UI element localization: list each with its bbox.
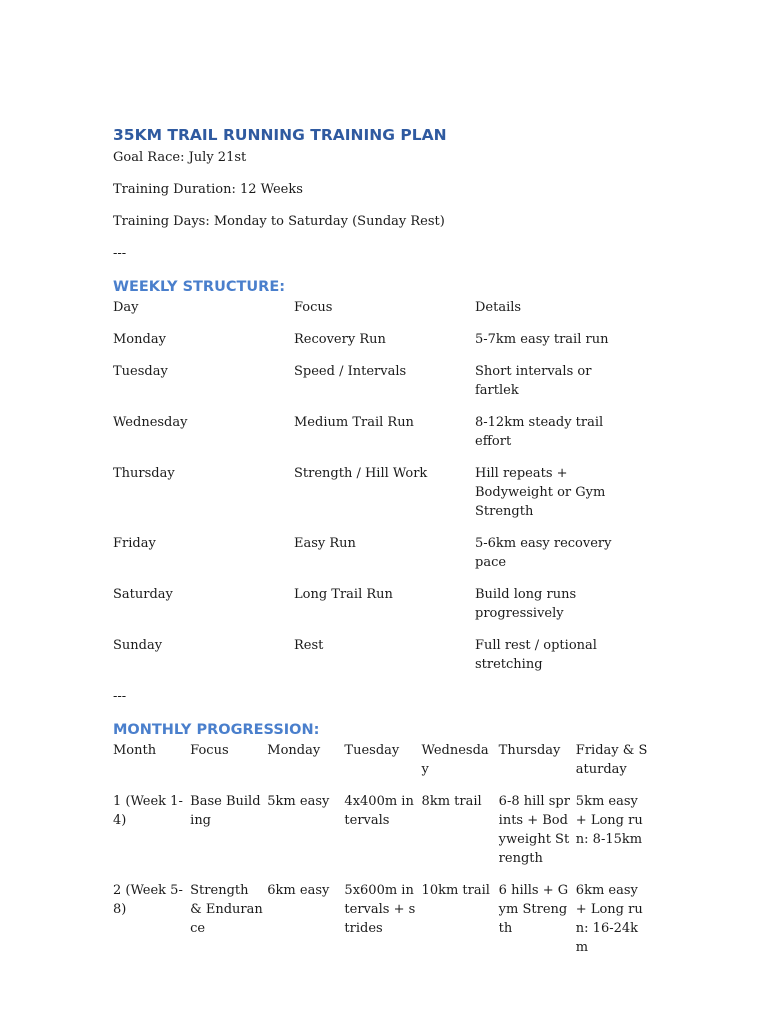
header-cell: Focus <box>190 743 229 758</box>
table-cell: 4x400m intervals <box>344 794 414 828</box>
table-header-row <box>113 741 653 792</box>
monthly-progression-table <box>113 741 653 970</box>
separator-2: --- <box>113 689 127 704</box>
table-row <box>113 881 653 970</box>
table-cell: Long Trail Run <box>294 587 393 602</box>
table-cell: Full rest / optional stretching <box>475 638 597 672</box>
table-cell: 5-6km easy recovery pace <box>475 536 612 570</box>
table-cell: 5x600m intervals + strides <box>344 883 416 936</box>
table-row <box>113 464 635 534</box>
table-cell: 8-12km steady trail effort <box>475 415 604 449</box>
header-cell: Monday <box>267 743 321 758</box>
header-cell: Wednesday <box>421 743 489 777</box>
table-cell: 8km trail <box>421 794 482 809</box>
table-row <box>113 585 635 636</box>
table-cell: Medium Trail Run <box>294 415 414 430</box>
header-cell: Thursday <box>498 743 561 758</box>
table-cell: Monday <box>113 332 166 347</box>
separator-1: --- <box>113 246 127 261</box>
weekly-structure-heading: WEEKLY STRUCTURE: <box>113 279 286 295</box>
table-cell: Rest <box>294 638 324 653</box>
table-row <box>113 534 635 585</box>
header-cell: Tuesday <box>344 743 400 758</box>
header-cell: Focus <box>294 300 333 315</box>
header-cell: Details <box>475 300 522 315</box>
goal-race-line: Goal Race: July 21st <box>113 150 247 165</box>
table-row <box>113 792 653 881</box>
table-row <box>113 330 635 362</box>
training-days-line: Training Days: Monday to Saturday (Sunday Rest) <box>113 214 445 229</box>
table-cell: Hill repeats + Bodyweight or Gym Strength <box>475 466 606 519</box>
table-cell: Wednesday <box>113 415 188 430</box>
table-cell: 10km trail <box>421 883 490 898</box>
table-cell: 5km easy + Long run: 8-15km <box>575 794 643 847</box>
table-cell: Sunday <box>113 638 163 653</box>
table-cell: 6 hills + Gym Strength <box>498 883 569 936</box>
table-row <box>113 636 635 687</box>
table-cell: Tuesday <box>113 364 168 379</box>
table-header-row <box>113 298 635 330</box>
table-cell: Base Building <box>190 794 261 828</box>
header-cell: Day <box>113 300 139 315</box>
table-cell: Strength & Endurance <box>190 883 263 936</box>
table-cell: 6km easy <box>267 883 330 898</box>
document-page <box>113 124 653 970</box>
table-cell: 5km easy <box>267 794 330 809</box>
table-cell: 6km easy + Long run: 16-24km <box>575 883 643 955</box>
table-cell: Speed / Intervals <box>294 364 407 379</box>
table-cell: Friday <box>113 536 156 551</box>
table-cell: 6-8 hill sprints + Bodyweight Strength <box>498 794 570 866</box>
table-cell: 1 (Week 1-4) <box>113 794 183 828</box>
document-title: 35KM TRAIL RUNNING TRAINING PLAN <box>113 126 447 144</box>
training-duration-line: Training Duration: 12 Weeks <box>113 182 303 197</box>
table-cell: Thursday <box>113 466 175 481</box>
header-cell: Friday & Saturday <box>575 743 648 777</box>
header-cell: Month <box>113 743 157 758</box>
table-cell: Short intervals or fartlek <box>475 364 592 398</box>
table-cell: 2 (Week 5-8) <box>113 883 183 917</box>
weekly-structure-table <box>113 298 635 687</box>
table-cell: Easy Run <box>294 536 356 551</box>
table-cell: Build long runs progressively <box>475 587 577 621</box>
table-row <box>113 413 635 464</box>
table-cell: Saturday <box>113 587 173 602</box>
table-cell: 5-7km easy trail run <box>475 332 609 347</box>
table-cell: Recovery Run <box>294 332 386 347</box>
monthly-progression-heading: MONTHLY PROGRESSION: <box>113 722 320 738</box>
table-row <box>113 362 635 413</box>
table-cell: Strength / Hill Work <box>294 466 428 481</box>
